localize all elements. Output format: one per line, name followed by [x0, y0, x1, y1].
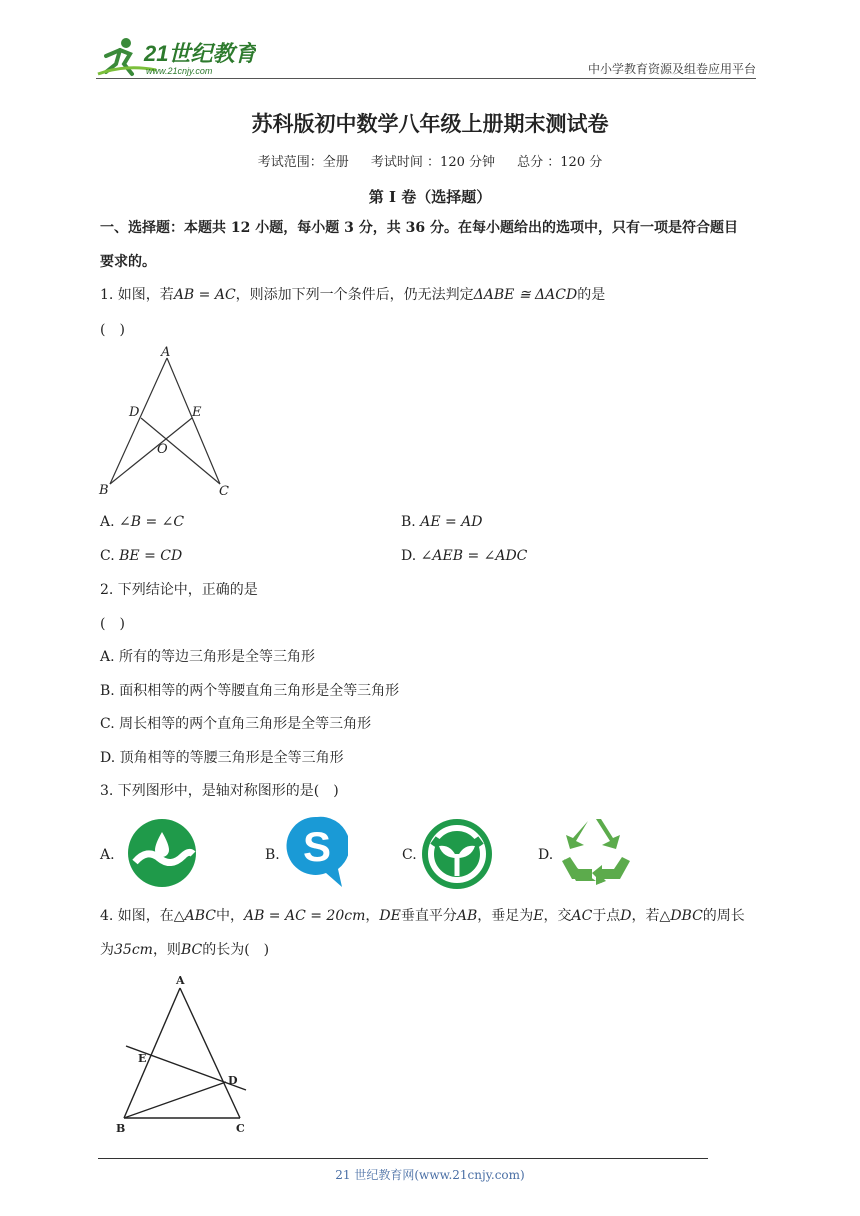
header-divider	[96, 78, 756, 79]
q1-option-b[interactable]	[401, 512, 483, 532]
logo-text: 21世纪教育	[144, 41, 256, 66]
q1-label-b: B	[99, 483, 109, 498]
q4-text-7: 于点	[592, 908, 621, 924]
exam-time: 考试时间 ：120 分钟	[370, 155, 495, 170]
q4-text-2: 中，	[215, 908, 244, 924]
q4-text-4: 垂直平分	[400, 908, 457, 924]
q3-stem: 3. 下列图形中，是轴对称图形的是( )	[100, 783, 339, 799]
q1-option-b-letter: B.	[401, 514, 416, 530]
q1-stem-suffix: 的是	[577, 287, 606, 303]
q4-math-2: AB = AC = 20cm	[243, 908, 366, 924]
q1-math2: ΔABE ≅ ΔACD	[473, 287, 578, 303]
q4-label-b: B	[116, 1122, 126, 1135]
instructions-line2: 要求的。	[100, 254, 156, 270]
q3-option-b-letter[interactable]: B.	[265, 847, 280, 863]
svg-text:S: S	[302, 823, 332, 870]
q2-option-a[interactable]: A. 所有的等边三角形是全等三角形	[100, 649, 316, 665]
q1-option-a-letter: A.	[100, 514, 115, 530]
q4-math-4: AB	[456, 908, 478, 924]
q4-math-3: DE	[379, 908, 401, 924]
q4-line2	[100, 940, 269, 960]
q1-math1: AB = AC	[173, 287, 236, 303]
q4-math-8: DBC	[670, 908, 703, 924]
q4-math-1: ABC	[184, 908, 216, 924]
q4-text-10: 为	[100, 942, 114, 958]
header-platform-text: 中小学教育资源及组卷应用平台	[587, 62, 756, 76]
q4-text-1: 4. 如图，在△	[100, 908, 185, 924]
site-logo	[96, 34, 256, 78]
q1-option-c-text: BE = CD	[119, 548, 183, 564]
exam-range: 考试范围：全册	[257, 155, 349, 170]
q1-figure	[94, 342, 244, 502]
instructions-line1: 一、选择题：本题共 12 小题，每小题 3 分，共 36 分。在每小题给出的选项中，只有一项是符合题目	[100, 220, 738, 236]
q2-option-b[interactable]: B. 面积相等的两个等腰直角三角形是全等三角形	[100, 683, 400, 699]
q4-math-9: 35cm	[114, 942, 153, 958]
q4-text-6: ，交	[543, 908, 572, 924]
q4-math-6: AC	[571, 908, 593, 924]
q3-option-d-letter[interactable]: D.	[538, 847, 554, 863]
q1-option-d[interactable]	[401, 546, 527, 566]
s-speech-bubble-icon	[286, 815, 348, 890]
q4-figure	[108, 970, 258, 1140]
q4-text-12: 的长为( )	[202, 942, 270, 958]
q4-math-10: BC	[180, 942, 203, 958]
q1-option-a[interactable]	[100, 512, 184, 532]
page-title: 苏科版初中数学八年级上册期末测试卷	[251, 111, 609, 136]
q1-label-d: D	[129, 405, 140, 420]
section-title: 第 I 卷（选择题）	[368, 188, 492, 206]
q2-stem: 2. 下列结论中，正确的是	[100, 582, 258, 598]
q2-option-d[interactable]: D. 顶角相等的等腰三角形是全等三角形	[100, 750, 344, 766]
q4-label-e: E	[138, 1052, 147, 1065]
q1-stem-mid: ，则添加下列一个条件后，仍无法判定	[235, 287, 474, 303]
q1-option-c[interactable]	[100, 546, 182, 566]
q1-option-b-text: AE = AD	[420, 514, 483, 530]
footer-text[interactable]: 21 世纪教育网(www.21cnjy.com)	[335, 1168, 525, 1182]
q3-option-c-letter[interactable]: C.	[402, 847, 417, 863]
q1-option-d-letter: D.	[401, 548, 417, 564]
recycle-icon	[558, 815, 634, 887]
q4-text-3: ，	[365, 908, 380, 924]
q4-math-5: E	[533, 908, 544, 924]
q1-label-a: A	[161, 345, 171, 360]
q3-option-a-letter[interactable]: A.	[100, 847, 115, 863]
q4-text-9: 的周长	[702, 908, 745, 924]
exam-score: 总分 ：120 分	[517, 155, 603, 170]
q4-label-a: A	[176, 974, 185, 987]
q2-option-c[interactable]: C. 周长相等的两个直角三角形是全等三角形	[100, 716, 372, 732]
q1-paren: ( )	[100, 322, 125, 338]
exam-meta	[0, 151, 860, 170]
q1-stem-prefix: 1. 如图，若	[100, 287, 174, 303]
footer-divider	[98, 1158, 708, 1159]
q4-math-7: D	[620, 908, 632, 924]
q4-text-11: ，则	[152, 942, 181, 958]
green-food-logo-icon	[421, 818, 493, 890]
q3-option-b-logo[interactable]	[286, 815, 348, 890]
q1-label-o: O	[157, 442, 168, 457]
q3-option-c-logo[interactable]	[421, 818, 493, 890]
q3-option-a-logo[interactable]	[127, 818, 197, 888]
water-drop-logo-icon	[127, 818, 197, 888]
q4-label-c: C	[236, 1122, 245, 1135]
q2-paren: ( )	[100, 616, 125, 632]
q1-stem	[100, 285, 605, 305]
q1-option-a-text: ∠B = ∠C	[119, 514, 185, 530]
q1-option-c-letter: C.	[100, 548, 115, 564]
q3-option-d-logo[interactable]	[558, 815, 634, 887]
q1-label-c: C	[219, 484, 229, 499]
q4-line1	[100, 906, 745, 926]
q1-option-d-text: ∠AEB = ∠ADC	[420, 548, 528, 564]
q4-label-d: D	[228, 1074, 238, 1087]
q1-label-e: E	[192, 405, 202, 420]
q4-text-8: ，若△	[631, 908, 671, 924]
logo-url: www.21cnjy.com	[146, 66, 213, 76]
q4-text-5: ，垂足为	[477, 908, 534, 924]
